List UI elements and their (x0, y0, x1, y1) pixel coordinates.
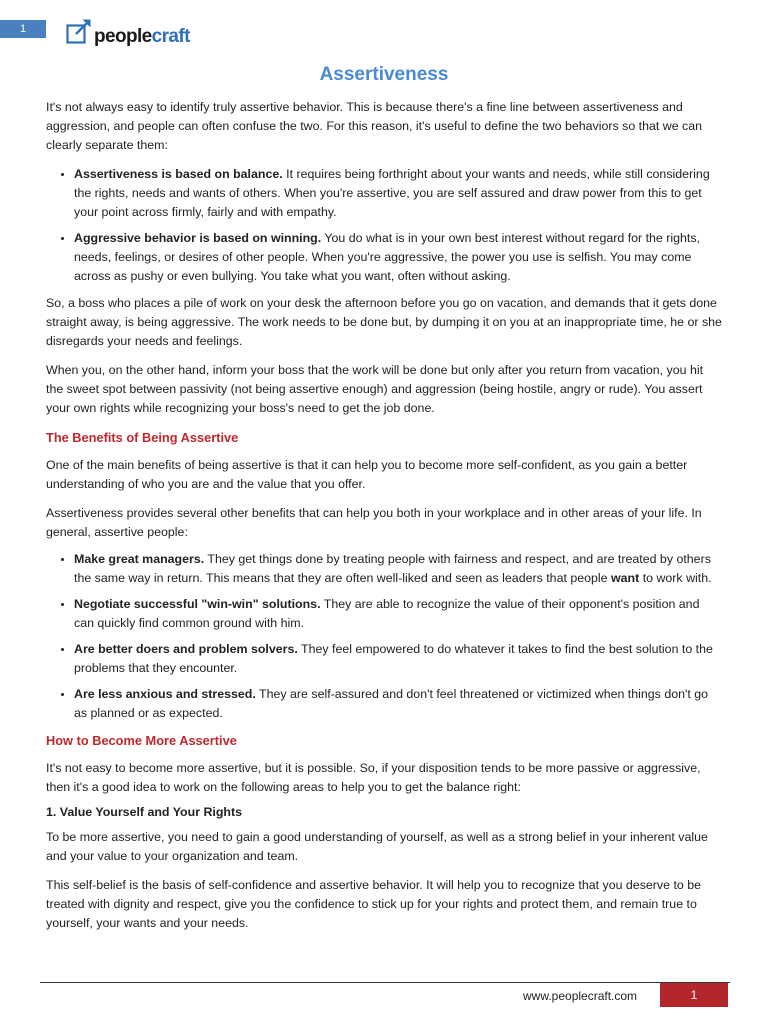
header-page-number: 1 (0, 20, 46, 38)
list-item-text: They feel empowered to do whatever it takes to find the best solution to the problems that they encounter. (74, 642, 713, 675)
list-item (74, 229, 722, 286)
how-to-paragraph-2: To be more assertive, you need to gain a good understanding of yourself, as well as a strong belief in your inherent value and your value to your organization and team. (46, 830, 708, 863)
boss-paragraph: So, a boss who places a pile of work on your desk the afternoon before you go on vacation, and demands that it gets done straight away, is being aggressive. The work needs to be done but, by dumping it on you at an inappropriate time, he or she disregards your needs and feelings. (46, 296, 722, 348)
list-item-bold: Assertiveness is based on balance. (74, 167, 283, 181)
peoplecraft-logo[interactable] (66, 16, 190, 46)
list-item-text: You do what is in your own best interest without regard for the rights, needs, feelings, or desires of other people. When you're aggressive, the power you use is selfish. You may come across as pushy or even bullying. You take what you want, often without asking. (74, 231, 701, 283)
list-item-bold-inline: want (611, 571, 640, 585)
list-item (74, 595, 722, 633)
list-item-text: They are self-assured and don't feel threatened or victimized when things don't go as planned or as expected. (74, 687, 709, 720)
list-item (74, 685, 722, 723)
you-paragraph: When you, on the other hand, inform your boss that the work will be done but only after you return from vacation, you hit the sweet spot between passivity (not being assertive enough) and aggression (being hostile, angry or rude). You assert your own rights while recognizing your boss's need to get the job done. (46, 363, 704, 415)
document-body (46, 62, 722, 943)
how-to-heading: How to Become More Assertive (46, 733, 237, 748)
list-item (74, 550, 722, 588)
list-item-text: They are able to recognize the value of their opponent's position and can quickly find common ground with him. (74, 597, 700, 630)
benefits-paragraph-2: Assertiveness provides several other benefits that can help you both in your workplace and in other areas of your life. In general, assertive people: (46, 506, 702, 539)
logo-craft-text: craft (151, 26, 190, 47)
list-item-text: It requires being forthright about your wants and needs, while still considering the rights, needs and wants of others. When you're assertive, you are self assured and draw power from this to get your point across firmly, fairly and with empathy. (74, 167, 710, 219)
logo-wordmark (94, 27, 190, 46)
benefits-list (46, 550, 722, 723)
definition-list (46, 165, 722, 286)
benefits-heading: The Benefits of Being Assertive (46, 430, 239, 445)
how-to-paragraph-3: This self-belief is the basis of self-confidence and assertive behavior. It will help you to recognize that you deserve to be treated with dignity and respect, give you the confidence to stick up for your rights and protect them, and remain true to yourself, your wants and your needs. (46, 878, 701, 930)
list-item (74, 165, 722, 222)
list-item-bold: Are less anxious and stressed. (74, 687, 256, 701)
list-item (74, 640, 722, 678)
logo-people-text: people (94, 26, 152, 47)
page-title: Assertiveness (319, 64, 449, 85)
list-item-text: They get things done by treating people with fairness and respect, and are treated by others the same way in return. This means that they are often well-liked and seen as leaders that people (74, 552, 711, 585)
footer-page-number: 1 (660, 983, 728, 1007)
list-item-text-end: to work with. (639, 571, 712, 585)
how-to-paragraph-1: It's not easy to become more assertive, but it is possible. So, if your disposition tends to be more passive or aggressive, then it's a good idea to work on the following areas to help you to get the balance right: (46, 761, 701, 794)
footer-divider (40, 982, 730, 983)
list-item-bold: Make great managers. (74, 552, 205, 566)
arrow-box-icon (66, 18, 92, 46)
list-item-bold: Negotiate successful "win-win" solutions. (74, 597, 321, 611)
benefits-paragraph-1: One of the main benefits of being assertive is that it can help you to become more self-confident, as you gain a better understanding of who you are and the value that you offer. (46, 458, 688, 491)
list-item-bold: Are better doers and problem solvers. (74, 642, 298, 656)
list-item-bold: Aggressive behavior is based on winning. (74, 231, 322, 245)
intro-paragraph: It's not always easy to identify truly assertive behavior. This is because there's a fine line between assertiveness and aggression, and people can often confuse the two. For this reason, it's useful to define the two behaviors so that we can clearly separate them: (46, 100, 703, 152)
footer-url-link[interactable]: www.peoplecraft.com (523, 989, 638, 1003)
value-yourself-subheading: 1. Value Yourself and Your Rights (46, 805, 243, 819)
